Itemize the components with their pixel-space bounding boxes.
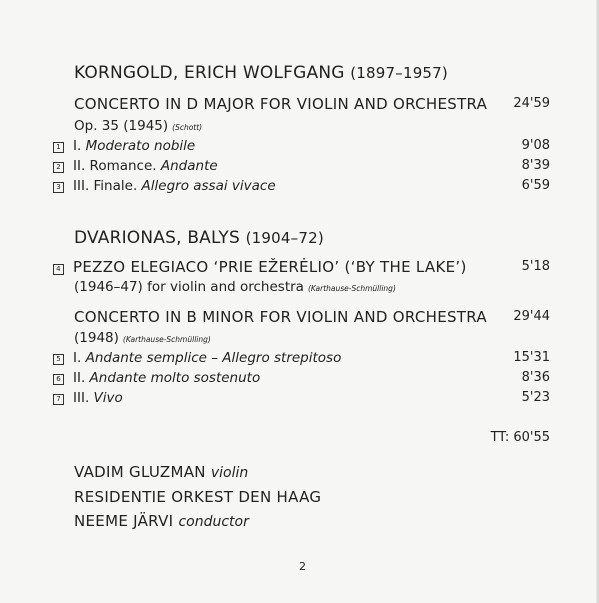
track-label: III.: [73, 390, 94, 406]
performer-name: NEEME JÄRVI: [74, 512, 174, 530]
track-row[interactable]: [53, 178, 276, 194]
detail-text: (1946–47) for violin and orchestra: [74, 279, 304, 295]
track-number: 4: [53, 264, 64, 275]
track-label: II.: [73, 370, 90, 386]
track-time: 9'08: [521, 138, 550, 153]
track-row[interactable]: [53, 350, 341, 366]
track-row[interactable]: [53, 390, 123, 406]
work-title-row[interactable]: [53, 258, 467, 276]
track-label: I.: [73, 138, 86, 154]
track-row[interactable]: [53, 158, 218, 174]
track-label: II. Romance.: [73, 158, 161, 174]
publisher: (Schott): [172, 123, 203, 132]
track-time: 8'39: [521, 158, 550, 173]
performer-name: RESIDENTIE ORKEST DEN HAAG: [74, 488, 322, 506]
composer-name: KORNGOLD, ERICH WOLFGANG: [74, 63, 345, 83]
track-tempo: Vivo: [93, 390, 123, 406]
work-time: 29'44: [513, 309, 550, 324]
performer-name: VADIM GLUZMAN: [74, 463, 206, 481]
performer-conductor: [74, 512, 249, 530]
performer-role: violin: [210, 465, 249, 481]
composer-korngold: [74, 63, 448, 83]
track-tempo: Allegro assai vivace: [141, 178, 276, 194]
track-number: 2: [53, 162, 64, 173]
performer-role: conductor: [178, 514, 249, 530]
composer-dvarionas: [74, 228, 324, 248]
track-tempo: Moderato nobile: [85, 138, 196, 154]
performer-orchestra: [74, 488, 321, 506]
track-number: 7: [53, 394, 64, 405]
track-tempo: Andante: [160, 158, 218, 174]
page-number: 2: [299, 560, 306, 573]
track-time: 5'23: [521, 390, 550, 405]
publisher: (Karthause-Schmülling): [122, 335, 211, 344]
work-title: CONCERTO IN B MINOR FOR VIOLIN AND ORCHESTRA: [74, 308, 487, 326]
work-detail: [74, 279, 396, 295]
composer-name: DVARIONAS, BALYS: [74, 228, 240, 248]
opus-text: Op. 35 (1945): [74, 118, 169, 134]
track-time: 15'31: [513, 350, 550, 365]
track-time: 8'36: [521, 370, 550, 385]
detail-text: (1948): [74, 330, 119, 346]
track-tempo: Andante molto sostenuto: [89, 370, 261, 386]
track-number: 3: [53, 182, 64, 193]
publisher: (Karthause-Schmülling): [307, 284, 396, 293]
track-label: I.: [73, 350, 86, 366]
track-row[interactable]: [53, 138, 195, 154]
work-detail: [74, 330, 211, 346]
track-number: 1: [53, 142, 64, 153]
track-tempo: Andante semplice – Allegro strepitoso: [85, 350, 342, 366]
composer-years: (1904–72): [245, 229, 324, 247]
performer-soloist: [74, 463, 248, 481]
work-time: 5'18: [521, 259, 550, 274]
work-opus: [74, 118, 202, 134]
track-time: 6'59: [521, 178, 550, 193]
work-title: CONCERTO IN D MAJOR FOR VIOLIN AND ORCHESTRA: [74, 95, 488, 113]
track-number: 6: [53, 374, 64, 385]
total-time: TT: 60'55: [490, 430, 550, 445]
track-label: III. Finale.: [73, 178, 142, 194]
track-row[interactable]: [53, 370, 260, 386]
track-number: 5: [53, 354, 64, 365]
composer-years: (1897–1957): [350, 64, 448, 82]
work-title: PEZZO ELEGIACO ‘PRIE EŽERĖLIO’ (‘BY THE LAKE’): [73, 258, 467, 276]
work-time: 24'59: [513, 96, 550, 111]
